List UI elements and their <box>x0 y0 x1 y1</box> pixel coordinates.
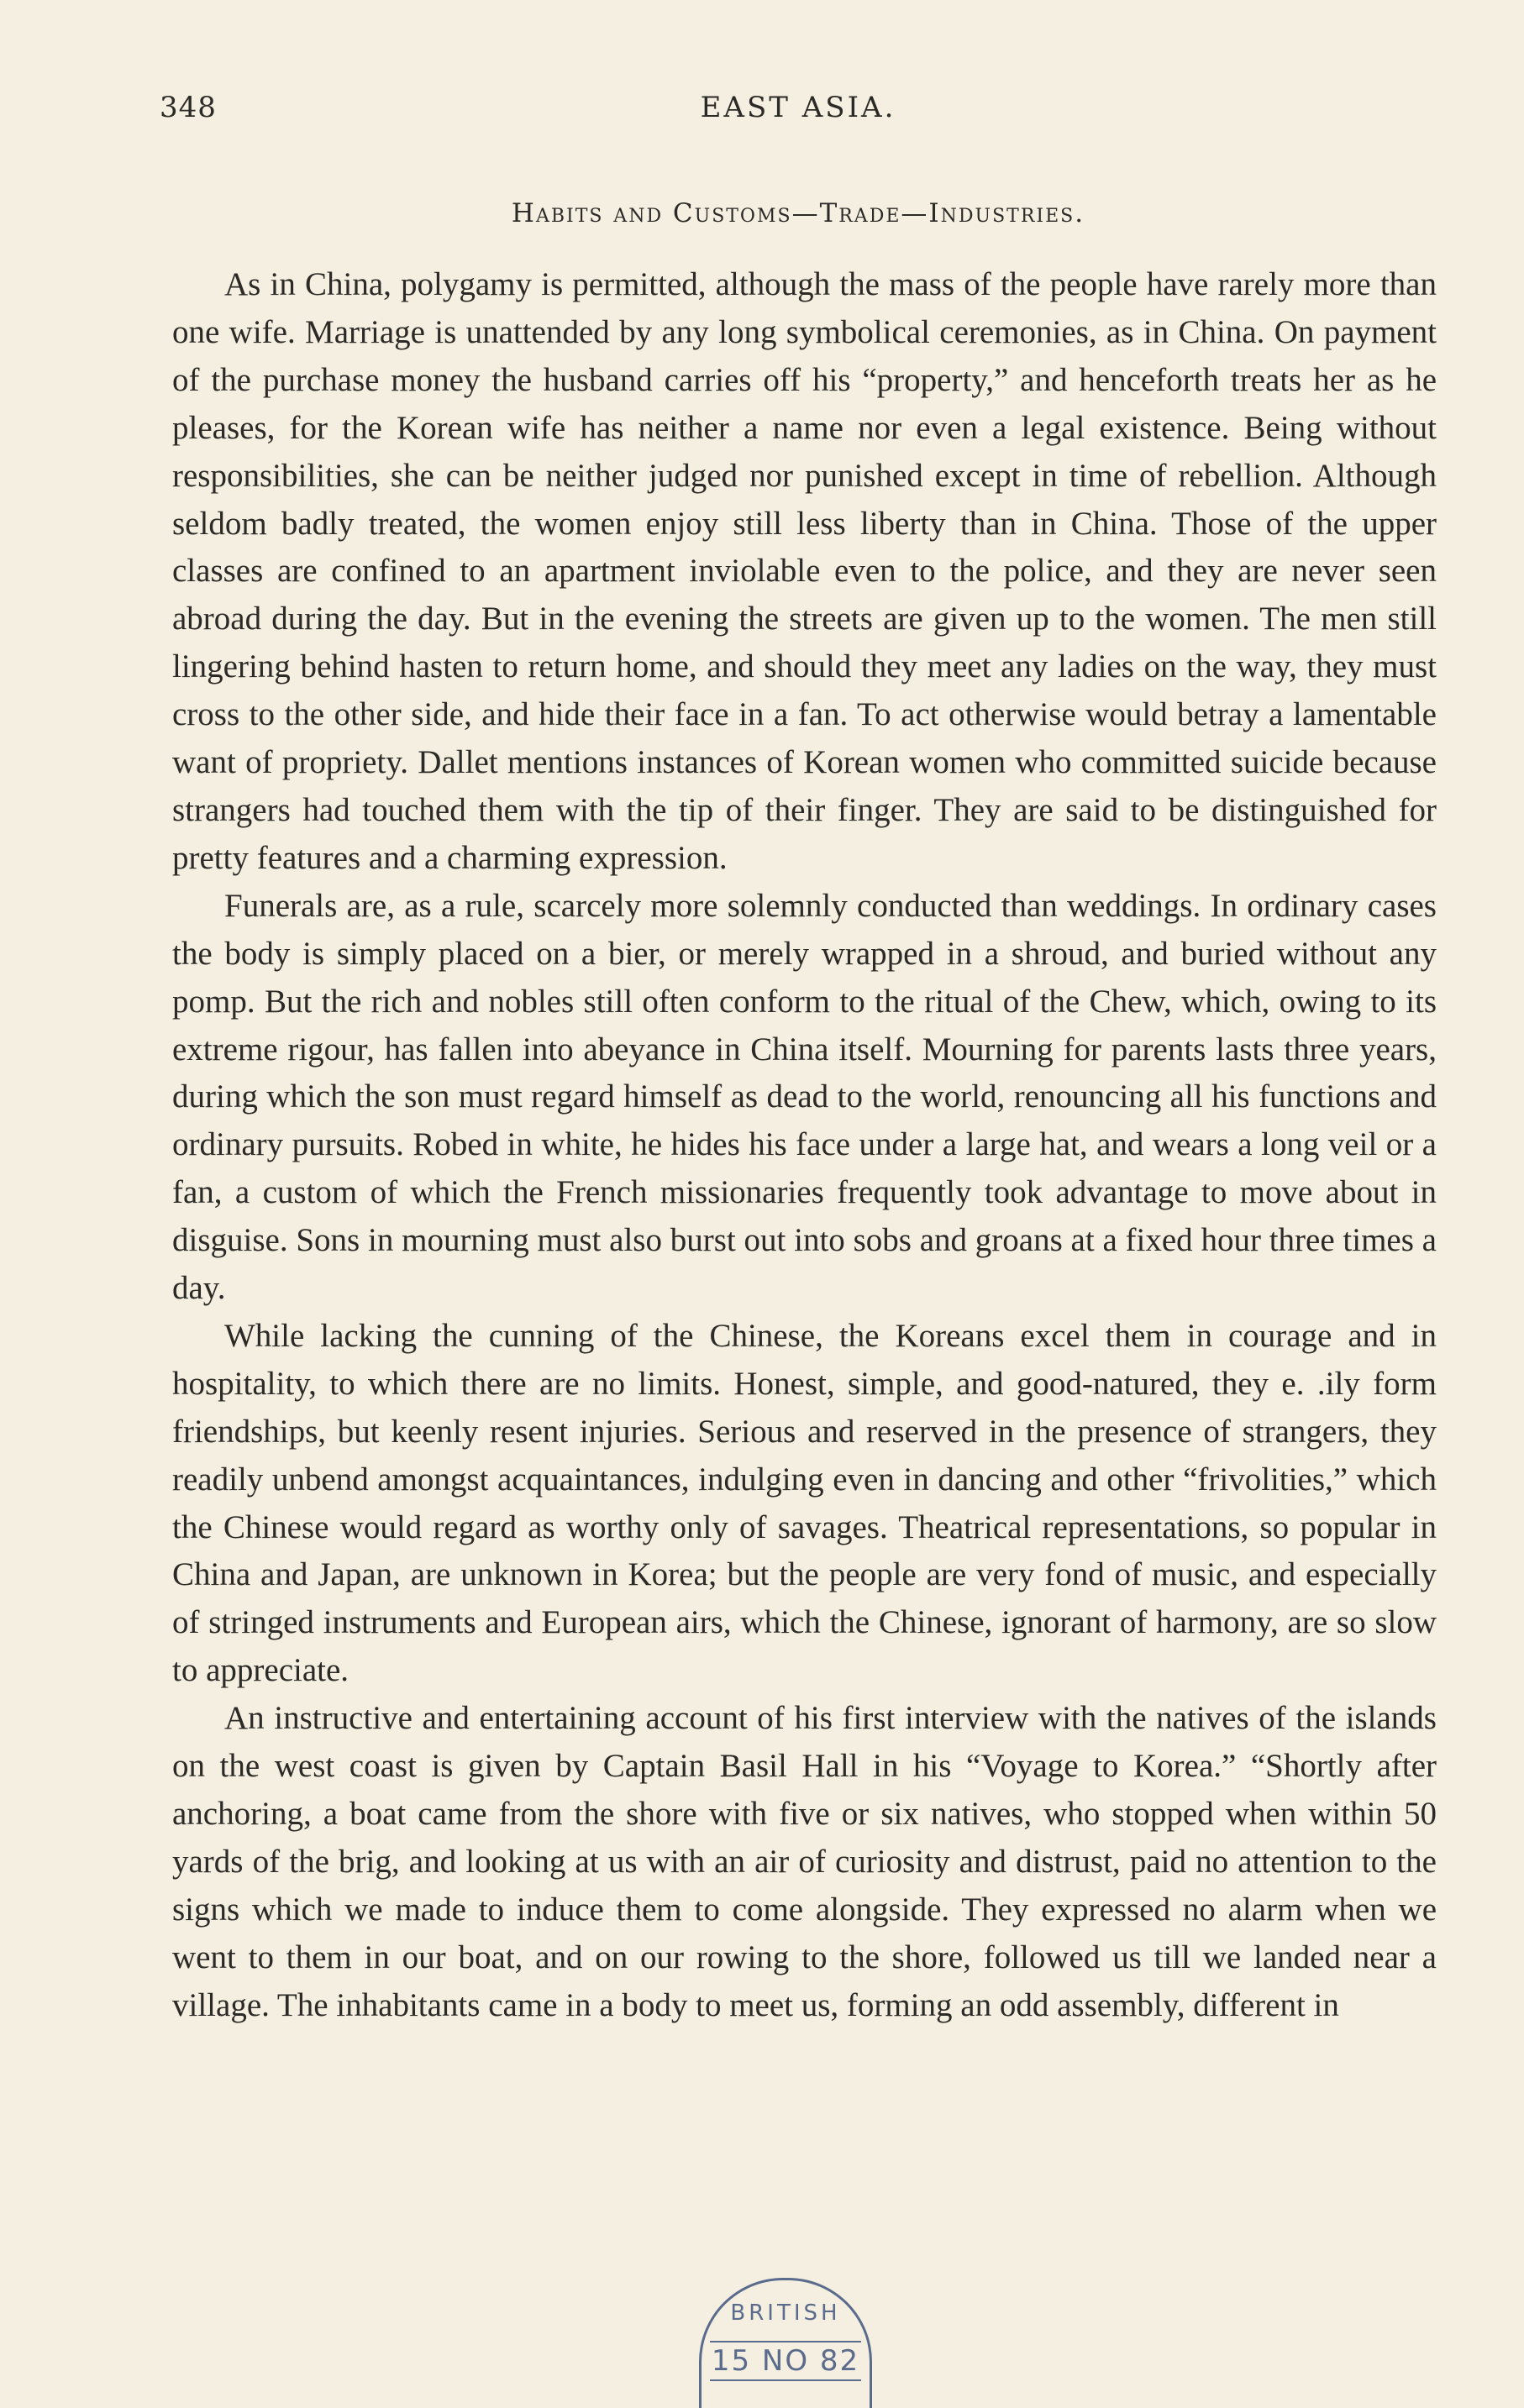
page-header <box>160 91 1437 134</box>
stamp-top-text: BRITISH <box>730 2300 841 2326</box>
stamp-date: 15 NO 82 <box>710 2341 861 2381</box>
paragraph: As in China, polygamy is permitted, although the mass of the people have rarely more than one wife. Marriage is unattended by any long symbolical ceremonies, as in China. On payment of the purchase money the husband carries off his “property,” and henceforth treats her as he pleases, for the Korean wife has neither a name nor even a legal existence. Being without responsibilities, she can be neither judged nor punished except in time of rebellion. Although seldom badly treated, the women enjoy still less liberty than in China. Those of the upper classes are confined to an apartment inviolable even to the police, and they are never seen abroad during the day. But in the evening the streets are given up to the women. The men still lingering behind hasten to return home, and should they meet any ladies on the way, they must cross to the other side, and hide their face in a fan. To act otherwise would betray a lamentable want of propriety. Dallet mentions instances of Korean women who committed suicide because strangers had touched them with the tip of their finger. They are said to be distinguished for pretty features and a charming expression. <box>172 266 1437 876</box>
paragraph: While lacking the cunning of the Chinese, the Koreans excel them in courage and in hospitality, to which there are no limits. Honest, simple, and good-natured, they e. .ily form friendships, but keenly resent injuries. Serious and reserved in the presence of strangers, they readily unbend amongst acquaintances, indulging even in dancing and other “frivolities,” which the Chinese would regard as worthy only of savages. Theatrical representations, so popular in China and Japan, are unknown in Korea; but the people are very fond of music, and especially of stringed instruments and European airs, which the Chinese, ignorant of harmony, are so slow to appreciate. <box>172 1317 1437 1689</box>
paragraph: An instructive and entertaining account of his first interview with the natives of the islands on the west coast is given by Captain Basil Hall in his “Voyage to Korea.” “Shortly after anchoring, a boat came from the shore with five or six natives, who stopped when within 50 yards of the brig, and looking at us with an air of curiosity and distrust, paid no attention to the signs which we made to induce them to come alongside. They expressed no alarm when we went to them in our boat, and on our rowing to the shore, followed us till we landed near a village. The inhabitants came in a body to meet us, forming an odd assembly, different in <box>172 1700 1437 2023</box>
page-number: 348 <box>160 91 217 124</box>
running-title: EAST ASIA. <box>700 91 896 124</box>
paragraph: Funerals are, as a rule, scarcely more solemnly conducted than weddings. In ordinary cases the body is simply placed on a bier, or merely wrapped in a shroud, and buried without any pomp. But the rich and nobles still often conform to the ritual of the Chew, which, owing to its extreme rigour, has fallen into abeyance in China itself. Mourning for parents lasts three years, during which the son must regard himself as dead to the world, renouncing all his functions and ordinary pursuits. Robed in white, he hides his face under a large hat, and wears a long veil or a fan, a custom of which the French missionaries frequently took advantage to move about in disguise. Sons in mourning must also burst out into sobs and groans at a fixed hour three times a day. <box>172 887 1437 1307</box>
section-title: Habits and Customs—Trade—Industries. <box>511 198 1085 228</box>
library-stamp <box>699 2278 872 2408</box>
body-text <box>172 261 1437 2030</box>
